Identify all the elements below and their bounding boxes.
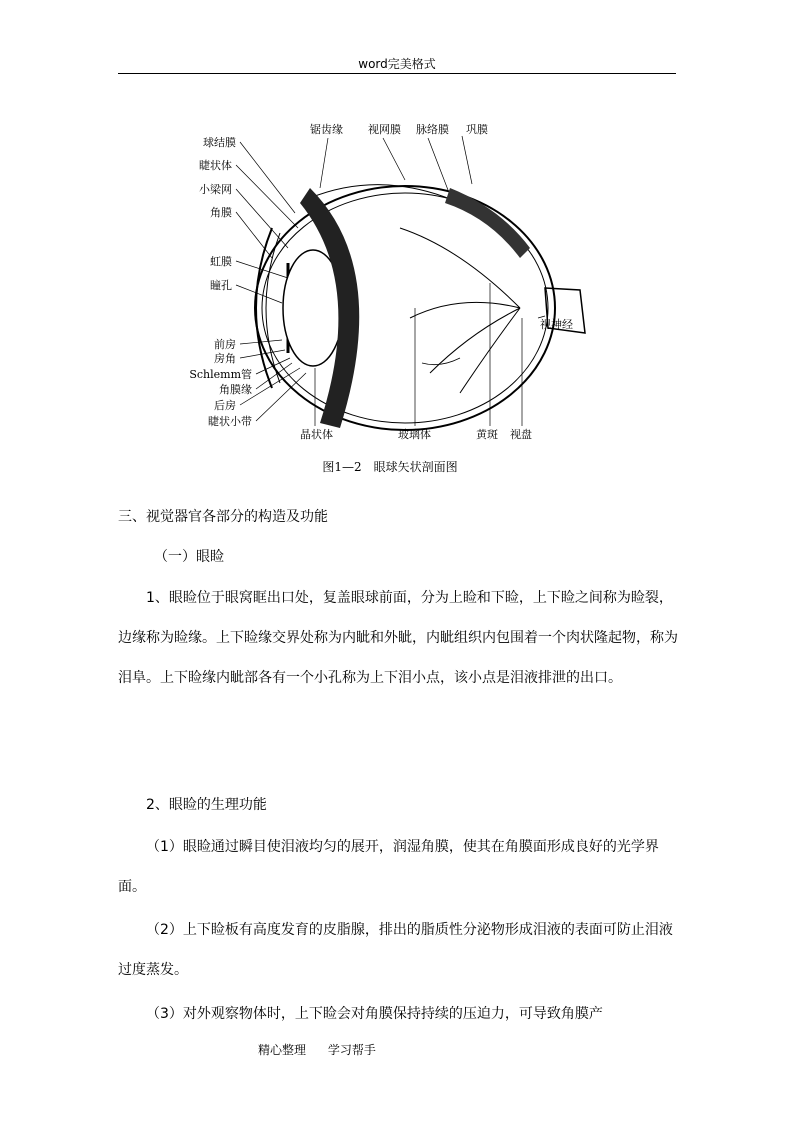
paragraph-5: （3）对外观察物体时，上下睑会对角膜保持持续的压迫力，可导致角膜产 [146, 1006, 603, 1022]
paragraph-1: 1、眼睑位于眼窝眶出口处，复盖眼球前面，分为上睑和下睑，上下睑之间称为睑裂，边缘称为睑缘。上下睑缘交界处称为内眦和外眦，内眦组织内包围着一个肉状隆起物，称为泪阜。上下睑缘内眦部各有一个小孔称为上下泪小点，该小点是泪液排泄的出口。 [118, 590, 678, 686]
footer-right: 学习帮手 [327, 1043, 376, 1057]
figure-caption: 图1—2 眼球矢状剖面图 [322, 460, 458, 474]
label-macula: 黄斑 [476, 428, 498, 441]
label-zonule: 睫状小带 [208, 415, 252, 428]
label-posterior-chamber: 后房 [214, 399, 236, 412]
paragraph-4: （2）上下睑板有高度发育的皮脂腺，排出的脂质性分泌物形成泪液的表面可防止泪液过度蒸发。 [118, 922, 673, 978]
label-iris: 虹膜 [210, 255, 232, 268]
label-cornea: 角膜 [210, 206, 232, 219]
label-pupil: 瞳孔 [210, 279, 232, 292]
label-optic-disc: 视盘 [510, 428, 532, 441]
eye-diagram-figure [160, 118, 620, 480]
label-ora-serrata: 锯齿缘 [310, 123, 343, 136]
page-header: word完美格式 [358, 57, 436, 71]
paragraph-2: 2、眼睑的生理功能 [146, 797, 267, 813]
label-retina: 视网膜 [368, 123, 401, 136]
page-footer [258, 1041, 394, 1058]
label-lens: 晶状体 [300, 428, 333, 441]
label-vitreous: 玻璃体 [398, 428, 431, 441]
label-anterior-chamber: 前房 [214, 338, 236, 351]
label-trabecular-meshwork: 小梁网 [199, 183, 232, 196]
label-optic-nerve: 视神经 [540, 318, 573, 331]
footer-left: 精心整理 [258, 1043, 307, 1057]
label-bulbar-conjunctiva: 球结膜 [203, 136, 236, 149]
label-limbus: 角膜缘 [219, 383, 252, 396]
label-schlemm-canal: Schlemm管 [189, 368, 252, 381]
label-choroid: 脉络膜 [416, 123, 449, 136]
label-sclera: 巩膜 [466, 123, 488, 136]
header-rule [118, 73, 676, 74]
paragraph-3: （1）眼睑通过瞬目使泪液均匀的展开，润湿角膜，使其在角膜面形成良好的光学界面。 [118, 839, 659, 895]
label-chamber-angle: 房角 [214, 352, 236, 365]
subsection-heading: （一）眼睑 [154, 549, 224, 565]
label-ciliary-body: 睫状体 [199, 159, 232, 172]
section-heading: 三、视觉器官各部分的构造及功能 [118, 509, 328, 525]
